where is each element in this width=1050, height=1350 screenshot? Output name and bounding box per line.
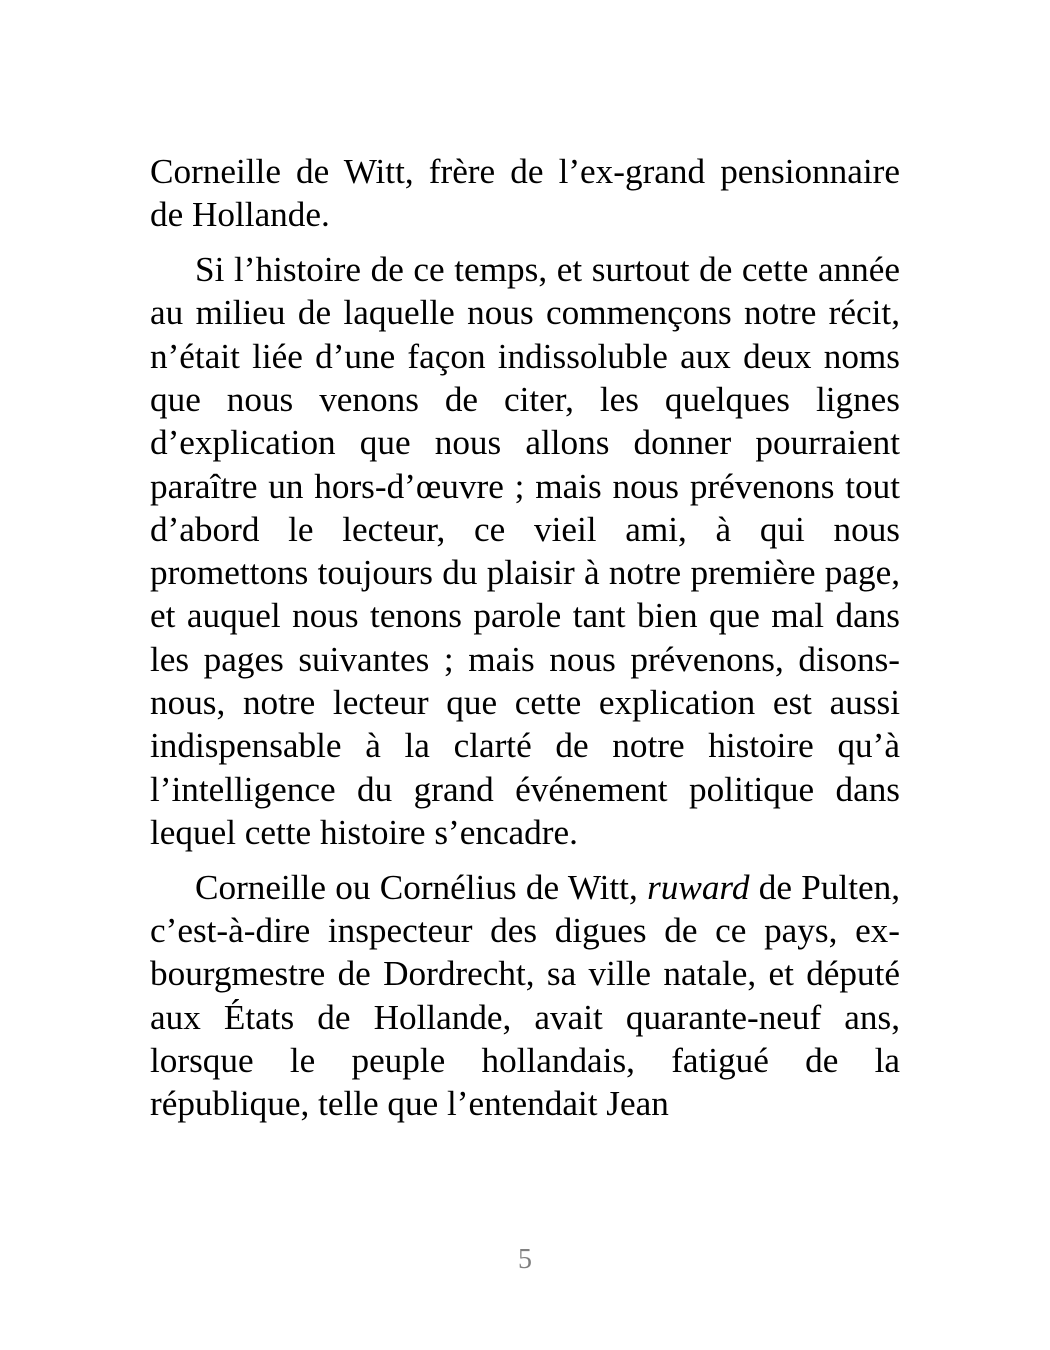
paragraph-continuation: Corneille de Witt, frère de l’ex-grand pensionnaire de Hollande.: [150, 152, 900, 235]
paragraph-cornelius-italic-term: ruward: [647, 867, 750, 907]
paragraph-history: Si l’histoire de ce temps, et surtout de cette année au milieu de laquelle nous commençons notre récit, n’était liée d’une façon indissoluble aux deux noms que nous venons de citer, les quelques lignes d’explication que nous allons donner pourraient paraître un hors-d’œuvre ; mais nous prévenons tout d’abord le lecteur, ce vieil ami, à qui nous promettons toujours du plaisir à notre première page, et auquel nous tenons parole tant bien que mal dans les pages suivantes ; mais nous prévenons, disons-nous, notre lecteur que cette explication est aussi indispensable à la clarté de notre histoire qu’à l’intelligence du grand événement politique dans lequel cette histoire s’encadre.: [150, 250, 900, 852]
page-body: [150, 150, 900, 1126]
paragraph-cornelius-lead: Corneille ou Cornélius de Witt,: [195, 867, 648, 907]
page-number: 5: [518, 1244, 532, 1275]
paragraph-cornelius-rest: de Pulten, c’est-à-dire inspecteur des digues de ce pays, ex-bourgmestre de Dordrecht, sa ville natale, et député aux États de Hollande, avait quarante-neuf ans, lorsque le peuple hollandais, fatigué de la république, telle que l’entendait Jean: [150, 867, 901, 1124]
paragraph-cornelius: [150, 866, 900, 1126]
